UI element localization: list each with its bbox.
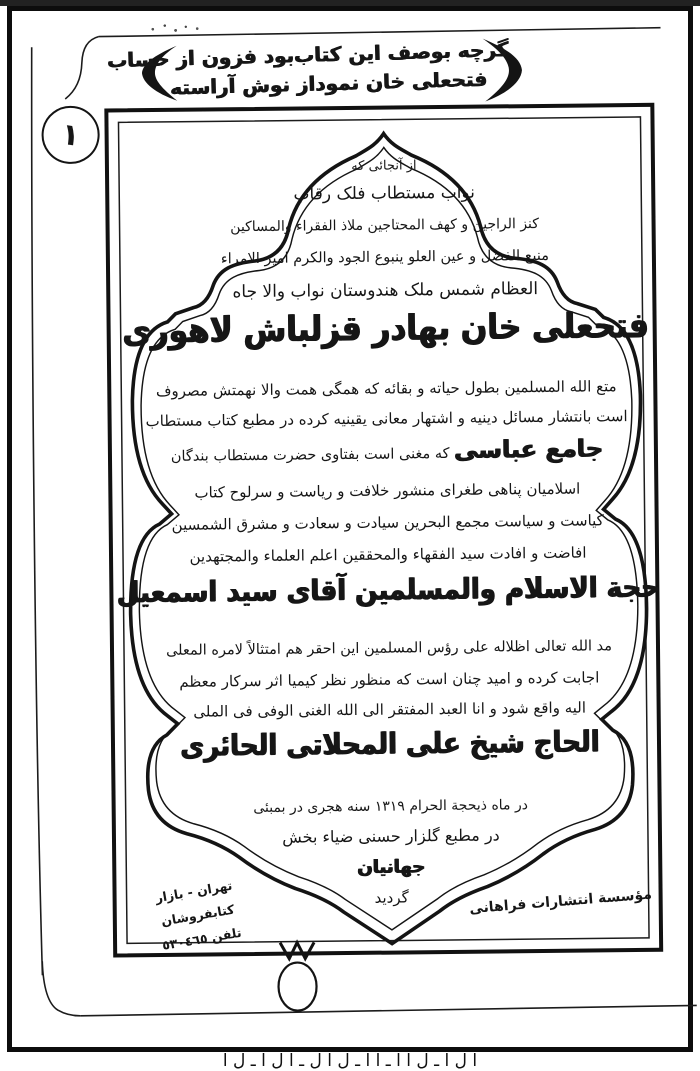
cartouche-line bbox=[156, 378, 617, 400]
cartouche-line bbox=[194, 481, 580, 502]
cartouche-line-segment: است بانتشار مسائل دینیه و اشتهار معانی یقینیه کرده در مطبع کتاب مستطاب bbox=[145, 407, 628, 431]
cartouche-line-segment: در مطبع گلزار حسنی ضیاء بخش bbox=[282, 825, 500, 847]
top-left-scoop-corner bbox=[65, 37, 100, 99]
tehran-phone: تلفن ٥٣٠٤٦٥ bbox=[160, 924, 243, 953]
cartouche-line bbox=[282, 826, 500, 847]
page-number-badge: ١ bbox=[38, 102, 103, 167]
cartouche-line-segment: افاضت و افادت سید الفقهاء والمحققین اعلم العلماء والمجتهدین bbox=[189, 543, 587, 566]
clipped-caption: ا ل ا ـ ل ا ا ـ آ ا ـ ل ا ل ـ ا ل ا ـ ل ا bbox=[222, 1051, 478, 1071]
cartouche-line-segment: نواب مستطاب فلک رقاب bbox=[293, 182, 476, 205]
cartouche-line bbox=[179, 669, 599, 691]
cartouche-line bbox=[117, 572, 660, 611]
bottom-left-scoop-corner bbox=[42, 961, 81, 1016]
cartouche-line bbox=[232, 280, 538, 303]
header-hemistich: گرچه بوصف این کتاب bbox=[293, 37, 509, 68]
cartouche-line bbox=[122, 307, 649, 352]
cartouche-line-segment: اجابت کرده و امید چنان است که منظور نظر کیمیا اثر سرکار معظم bbox=[179, 668, 600, 691]
cartouche-line-segment: اسلامیان پناهی طغرای منشور خلافت و ریاست و سرلوح کتاب bbox=[194, 479, 581, 502]
publisher-note: مؤسسة انتشارات فراهانی bbox=[468, 886, 653, 918]
cartouche-line-bold-segment: جامع عباسی bbox=[453, 434, 604, 464]
cartouche-line-segment: فتحعلی خان بهادر قزلباش لاهوری bbox=[122, 305, 650, 352]
bottom-rule-line bbox=[81, 1005, 697, 1015]
cartouche-line-segment: حجة الاسلام والمسلمین آقای سید اسمعیل bbox=[116, 571, 661, 610]
header-hemistich: فتحعلی خان نمود bbox=[314, 66, 488, 96]
cartouche-line-segment: در ماه ذیحجة الحرام ١٣١٩ سنه هجری در بمبئی bbox=[253, 797, 529, 817]
cartouche-line-segment: متع الله المسلمین بطول حیاته و بقائه که همگی همت والا نهمتش مصروف bbox=[155, 377, 617, 401]
tehran-address: تهران - بازار کتابفروشان bbox=[154, 877, 236, 929]
cartouche-line bbox=[146, 408, 628, 430]
cartouche-line-segment: که مغنی است بفتاوی حضرت مستطاب بندگان bbox=[170, 445, 455, 465]
cartouche-line bbox=[193, 700, 586, 721]
cartouche-line bbox=[357, 857, 425, 878]
cartouche-line-segment: کنز الراجین و کهف المحتاجین ملاذ الفقراء والمساکین bbox=[230, 216, 539, 236]
left-rule-line bbox=[29, 47, 42, 975]
cartouche-line bbox=[189, 545, 586, 566]
cartouche-text-block bbox=[116, 0, 661, 962]
cartouche-line-segment: گردید bbox=[374, 888, 409, 907]
header-hemistich: بود فزون از حساب bbox=[106, 43, 295, 73]
header-hemistich: از نوش آراسته bbox=[169, 71, 316, 100]
cartouche-line bbox=[293, 184, 475, 205]
cartouche-line bbox=[253, 797, 528, 816]
cartouche-line bbox=[166, 638, 612, 659]
cartouche-line-segment: جهانیان bbox=[357, 856, 426, 878]
cartouche-line-segment: الحاج شیخ علی المحلاتی الحائری bbox=[180, 725, 600, 764]
cartouche-line bbox=[230, 216, 539, 235]
cartouche-line-segment: منبع الفضل و عین العلو ینبوع الجود والکرم امیر الامراء bbox=[220, 247, 550, 268]
cartouche-line-segment: از آنجائی که bbox=[351, 158, 417, 174]
cartouche-line bbox=[221, 248, 549, 268]
cartouche-line bbox=[180, 727, 600, 765]
empty-oval-stamp bbox=[278, 962, 317, 1010]
cartouche-line bbox=[351, 159, 417, 175]
cartouche-line-segment: الیه واقع شود و انا العبد المفتقر الی الله الغنی الوفی فی الملی bbox=[193, 698, 587, 721]
cartouche-line-segment: مد الله تعالی اظلاله علی رؤس المسلمین این احقر هم امتثالاً لامره المعلی bbox=[165, 638, 613, 659]
cartouche-line bbox=[172, 512, 604, 534]
cartouche-line bbox=[374, 889, 408, 907]
cartouche-line bbox=[171, 435, 604, 467]
cartouche-line-segment: کیاست و سیاست مجمع البحرین سیادت و سعادت و مشرق الشمسین bbox=[171, 511, 604, 534]
cartouche-line-segment: العظام شمس ملک هندوستان نواب والا جاه bbox=[232, 279, 539, 303]
